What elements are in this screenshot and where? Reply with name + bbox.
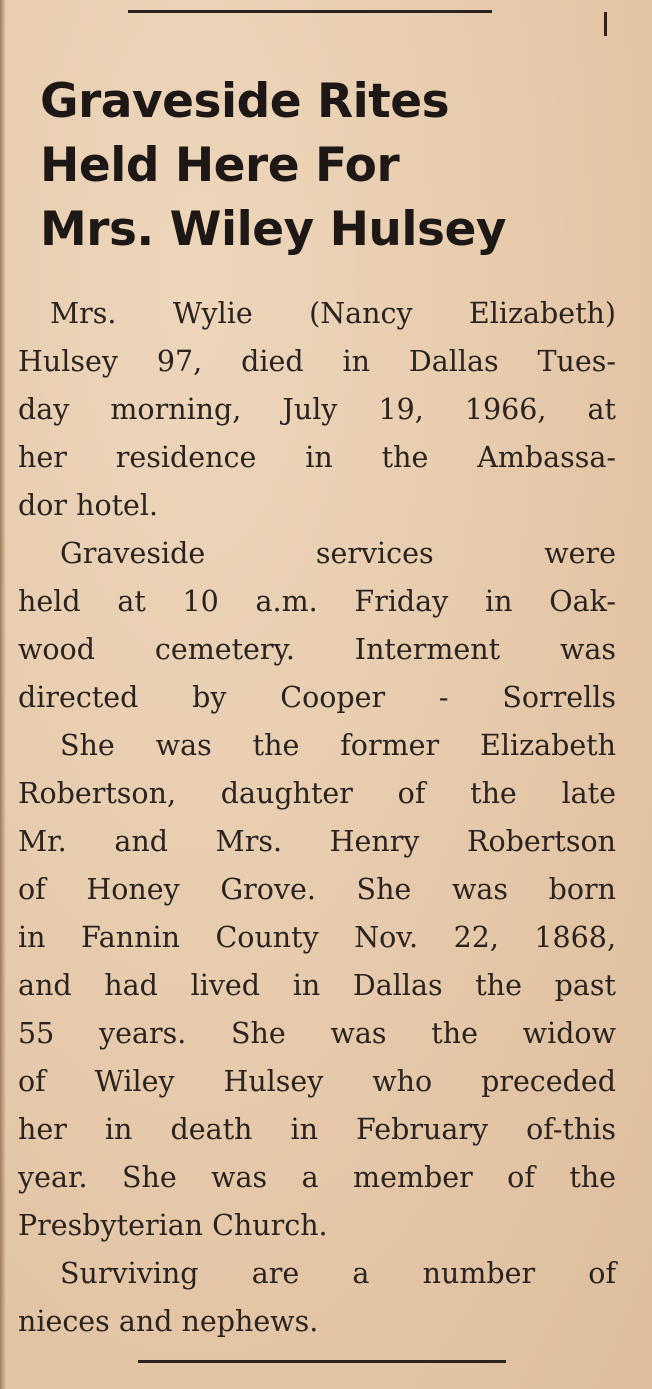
text-line: in Fannin County Nov. 22, 1868, (18, 921, 616, 954)
headline-line: Graveside Rites (40, 74, 450, 129)
text-line: Mrs. Wylie (Nancy Elizabeth) (50, 297, 616, 330)
text-line: Mr. and Mrs. Henry Robertson (18, 825, 616, 858)
text-line: She was the former Elizabeth (60, 729, 616, 762)
text-line: Graveside services were (60, 537, 616, 570)
text-line: held at 10 a.m. Friday in Oak- (18, 585, 616, 618)
headline (40, 70, 640, 262)
bottom-rule (138, 1360, 506, 1363)
text-line: her residence in the Ambassa- (18, 441, 616, 474)
text-line: 55 years. She was the widow (18, 1017, 616, 1050)
top-rule (128, 10, 492, 13)
headline-line: Held Here For (40, 138, 400, 193)
paper-left-edge (0, 0, 6, 1389)
text-line: and had lived in Dallas the past (18, 969, 616, 1002)
text-line: nieces and nephews. (18, 1305, 319, 1338)
article-body (18, 290, 616, 1346)
text-line: Presbyterian Church. (18, 1209, 328, 1242)
text-line: year. She was a member of the (18, 1161, 616, 1194)
text-line: Robertson, daughter of the late (18, 777, 616, 810)
text-line: day morning, July 19, 1966, at (18, 393, 616, 426)
headline-line: Mrs. Wiley Hulsey (40, 202, 506, 257)
text-line: her in death in February of-this (18, 1113, 616, 1146)
text-line: wood cemetery. Interment was (18, 633, 616, 666)
text-line: dor hotel. (18, 489, 159, 522)
text-line: directed by Cooper - Sorrells (18, 681, 616, 714)
text-line: Surviving are a number of (60, 1257, 616, 1290)
margin-mark (604, 12, 607, 36)
text-line: of Honey Grove. She was born (18, 873, 616, 906)
text-line: Hulsey 97, died in Dallas Tues- (18, 345, 616, 378)
text-line: of Wiley Hulsey who preceded (18, 1065, 616, 1098)
